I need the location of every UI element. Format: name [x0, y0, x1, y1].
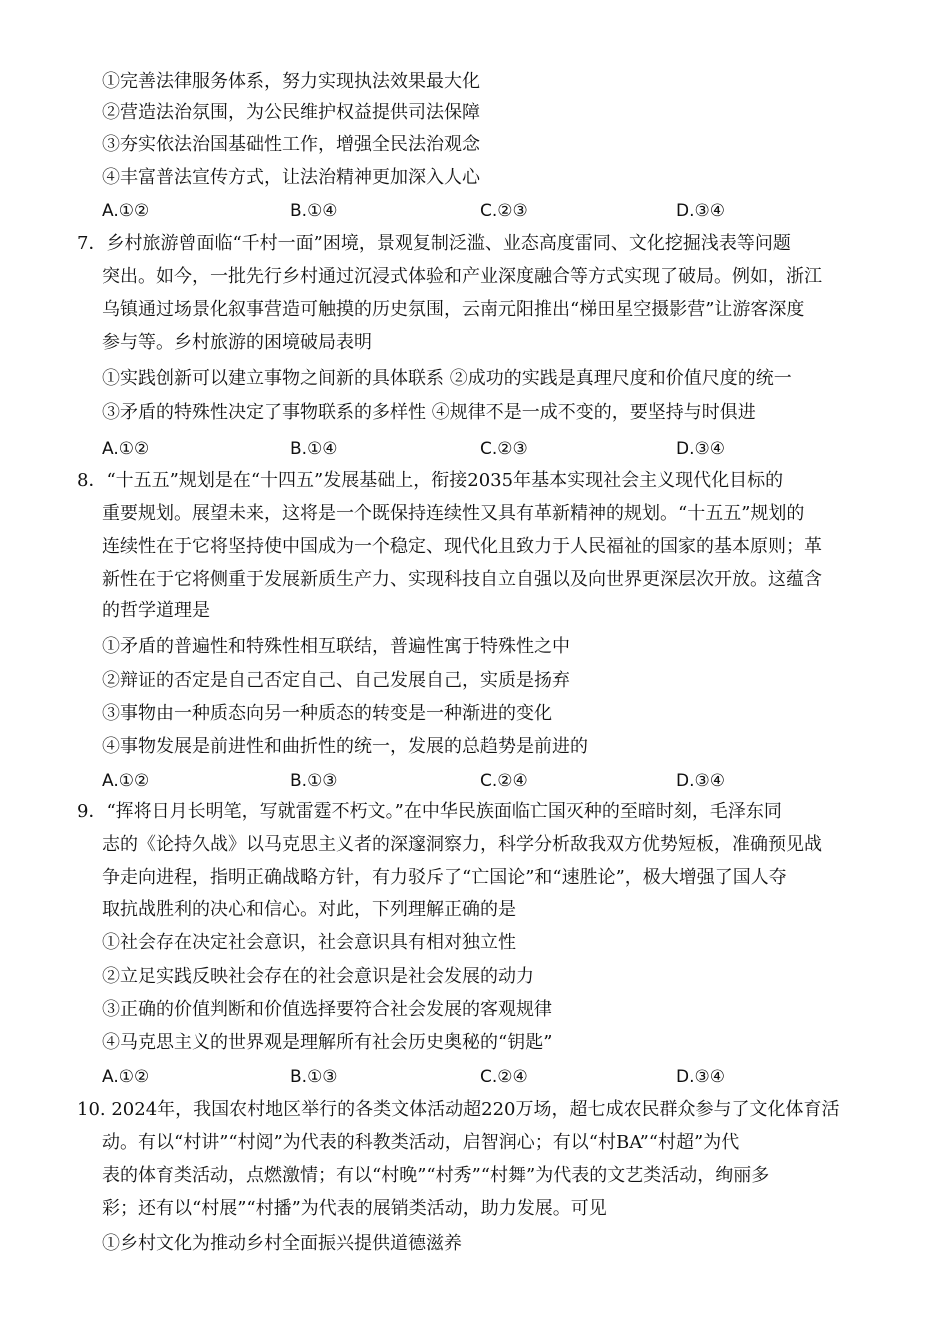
q10-stem-line-3: 表的体育类活动，点燃激情；有以“村晚”“村秀”“村舞”为代表的文艺类活动，绚丽多	[102, 1165, 770, 1186]
q7-option-row-2: ③矛盾的特殊性决定了事物联系的多样性 ④规律不是一成不变的，要坚持与时俱进	[102, 402, 756, 423]
q8-stem-line-4: 新性在于它将侧重于发展新质生产力、实现科技自立自强以及向世界更深层次开放。这蕴含	[102, 569, 822, 590]
q8-stem-line-1: 8．“十五五”规划是在“十四五”发展基础上，衔接2035年基本实现社会主义现代化目标的	[77, 470, 784, 491]
q8-stem-line-2: 重要规划。展望未来，这将是一个既保持连续性又具有革新精神的规划。“十五五”规划的	[102, 503, 805, 524]
q7-stem-line-3: 乌镇通过场景化叙事营造可触摸的历史氛围，云南元阳推出“梯田星空摄影营”让游客深度	[102, 299, 805, 320]
q7-stem-line-1: 7．乡村旅游曾面临“千村一面”困境，景观复制泛滥、业态高度雷同、文化挖掘浅表等问题	[77, 233, 791, 254]
q6-option-2: ②营造法治氛围，为公民维护权益提供司法保障	[102, 102, 480, 123]
q6-option-4: ④丰富普法宣传方式，让法治精神更加深入人心	[102, 167, 480, 188]
q6-answer-a: A.①②	[102, 201, 150, 221]
q7-stem-line-2: 突出。如今，一批先行乡村通过沉浸式体验和产业深度融合等方式实现了破局。例如，浙江	[102, 266, 822, 287]
q6-option-3: ③夯实依法治国基础性工作，增强全民法治观念	[102, 134, 480, 155]
q8-option-3: ③事物由一种质态向另一种质态的转变是一种渐进的变化	[102, 703, 552, 724]
q10-stem-line-1: 10. 2024年，我国农村地区举行的各类文体活动超220万场，超七成农民群众参与了文化体育活	[77, 1099, 840, 1120]
q9-option-1: ①社会存在决定社会意识，社会意识具有相对独立性	[102, 932, 516, 953]
q8-answer-b: B.①③	[290, 771, 338, 791]
q8-stem-line-3: 连续性在于它将坚持使中国成为一个稳定、现代化且致力于人民福祉的国家的基本原则；革	[102, 536, 822, 557]
q9-stem-line-3: 争走向进程，指明正确战略方针，有力驳斥了“亡国论”和“速胜论”，极大增强了国人夺	[102, 867, 787, 888]
q8-option-2: ②辩证的否定是自己否定自己、自己发展自己，实质是扬弃	[102, 670, 570, 691]
q7-answer-b: B.①④	[290, 439, 338, 459]
q9-stem-line-2: 志的《论持久战》以马克思主义者的深邃洞察力，科学分析敌我双方优势短板，准确预见战	[102, 834, 822, 855]
q7-option-row-1: ①实践创新可以建立事物之间新的具体联系 ②成功的实践是真理尺度和价值尺度的统一	[102, 368, 792, 389]
q7-answer-d: D.③④	[676, 439, 725, 459]
q9-option-2: ②立足实践反映社会存在的社会意识是社会发展的动力	[102, 966, 534, 987]
q9-answer-c: C.②④	[480, 1067, 528, 1087]
q9-stem-line-1: 9．“挥将日月长明笔，写就雷霆不朽文。”在中华民族面临亡国灭种的至暗时刻，毛泽东同	[77, 801, 782, 822]
q8-answer-a: A.①②	[102, 771, 150, 791]
q9-answer-a: A.①②	[102, 1067, 150, 1087]
q8-answer-c: C.②④	[480, 771, 528, 791]
q7-answer-a: A.①②	[102, 439, 150, 459]
q9-answer-d: D.③④	[676, 1067, 725, 1087]
q7-answer-c: C.②③	[480, 439, 528, 459]
q8-option-4: ④事物发展是前进性和曲折性的统一，发展的总趋势是前进的	[102, 736, 588, 757]
q10-option-1: ①乡村文化为推动乡村全面振兴提供道德滋养	[102, 1233, 462, 1254]
q9-option-4: ④马克思主义的世界观是理解所有社会历史奥秘的“钥匙”	[102, 1032, 553, 1053]
q9-answer-b: B.①③	[290, 1067, 338, 1087]
q8-stem-line-5: 的哲学道理是	[102, 600, 210, 621]
q9-stem-line-4: 取抗战胜利的决心和信心。对此，下列理解正确的是	[102, 899, 516, 920]
q7-stem-line-4: 参与等。乡村旅游的困境破局表明	[102, 332, 372, 353]
q6-answer-d: D.③④	[676, 201, 725, 221]
q9-option-3: ③正确的价值判断和价值选择要符合社会发展的客观规律	[102, 999, 552, 1020]
q8-option-1: ①矛盾的普遍性和特殊性相互联结，普遍性寓于特殊性之中	[102, 636, 570, 657]
q10-stem-line-2: 动。有以“村讲”“村阅”为代表的科教类活动，启智润心；有以“村BA”“村超”为代	[102, 1132, 740, 1153]
q6-option-1: ①完善法律服务体系，努力实现执法效果最大化	[102, 71, 480, 92]
q8-answer-d: D.③④	[676, 771, 725, 791]
q6-answer-b: B.①④	[290, 201, 338, 221]
q10-stem-line-4: 彩；还有以“村展”“村播”为代表的展销类活动，助力发展。可见	[102, 1198, 607, 1219]
q6-answer-c: C.②③	[480, 201, 528, 221]
